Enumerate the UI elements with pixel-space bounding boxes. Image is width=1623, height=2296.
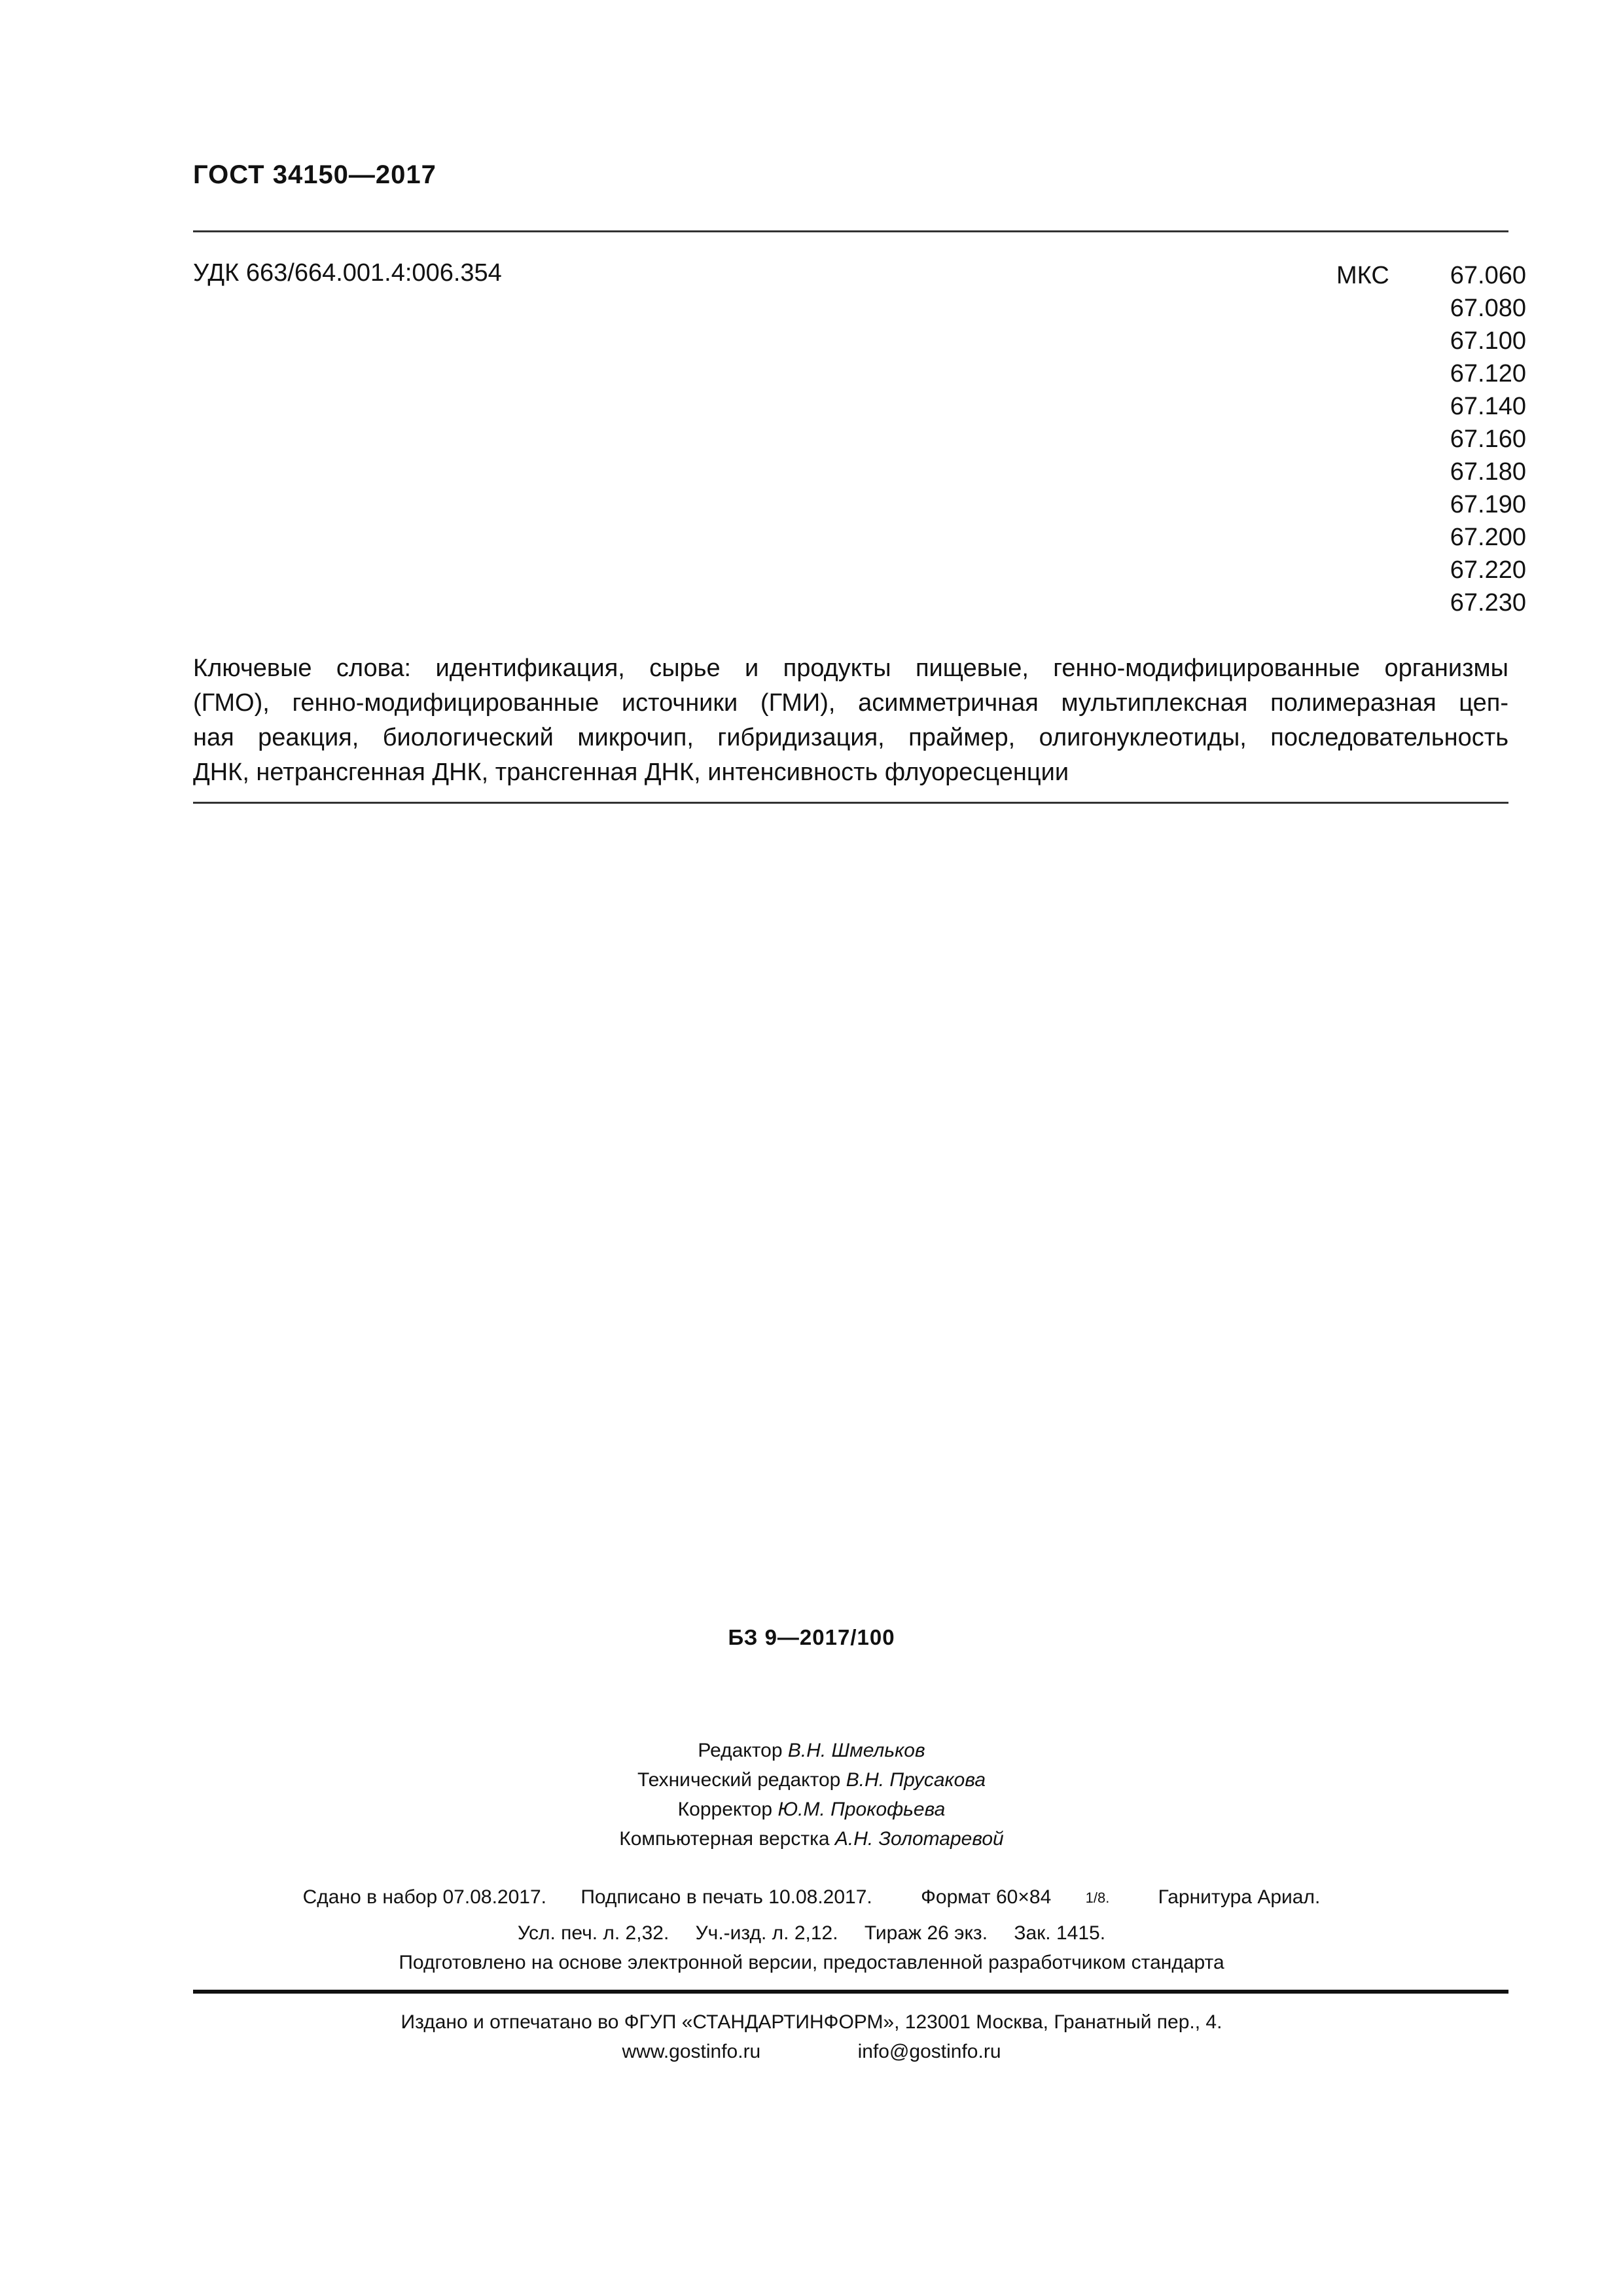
mks-code: 67.180 — [1450, 458, 1526, 486]
udc-code: УДК 663/664.001.4:006.354 — [193, 259, 502, 287]
mks-code: 67.220 — [1450, 556, 1526, 584]
publisher-line: Издано и отпечатано во ФГУП «СТАНДАРТИНФОРМ», 123001 Москва, Гранатный пер., 4. — [401, 2011, 1222, 2033]
imprint-prepared: Подготовлено на основе электронной версии, предоставленной разработчиком стандарта — [399, 1952, 1224, 1973]
keywords-line: ДНК, нетрансгенная ДНК, трансгенная ДНК, интенсивность флуоресценции — [193, 759, 1069, 786]
imprint-format: Формат 60×84 1/8. — [921, 1886, 1110, 1908]
imprint-pub-sheets: Уч.-изд. л. 2,12. — [695, 1922, 838, 1944]
mks-code: 67.160 — [1450, 425, 1526, 453]
mks-code: 67.190 — [1450, 491, 1526, 518]
credit-role: Редактор — [698, 1740, 783, 1761]
bz-number: БЗ 9—2017/100 — [728, 1625, 895, 1649]
publisher-website-link[interactable]: www.gostinfo.ru — [622, 2041, 761, 2062]
mks-code: 67.120 — [1450, 360, 1526, 387]
keywords-line: (ГМО), генно-модифицированные источники (ГМИ), асимметричная мультиплексная полимеразная цеп- — [193, 689, 1508, 717]
keywords-divider — [193, 802, 1508, 804]
imprint-print-sheets: Усл. печ. л. 2,32. — [517, 1922, 669, 1944]
publisher-contacts — [0, 2041, 1623, 2063]
credit-tech-editor — [0, 1765, 1623, 1795]
credit-role: Корректор — [677, 1799, 773, 1820]
credit-corrector — [0, 1795, 1623, 1824]
document-code: ГОСТ 34150—2017 — [193, 160, 437, 189]
credit-editor — [0, 1736, 1623, 1765]
mks-code: 67.060 — [1450, 262, 1526, 289]
mks-code-list — [1415, 259, 1526, 619]
credits-block — [0, 1736, 1623, 1854]
imprint-signed: Подписано в печать 10.08.2017. — [580, 1886, 872, 1908]
imprint-typeset: Сдано в набор 07.08.2017. — [302, 1886, 546, 1908]
credit-role: Технический редактор — [637, 1769, 841, 1791]
mks-code: 67.200 — [1450, 524, 1526, 551]
credit-layout — [0, 1824, 1623, 1854]
keywords-paragraph — [193, 651, 1508, 790]
imprint-run: Тираж 26 экз. — [864, 1922, 988, 1944]
keywords-line: Ключевые слова: идентификация, сырье и продукты пищевые, генно-модифицированные организмы — [193, 655, 1508, 682]
imprint-typeface: Гарнитура Ариал. — [1158, 1886, 1321, 1908]
format-fraction: 1/8. — [1085, 1890, 1110, 1907]
credit-role: Компьютерная верстка — [619, 1828, 830, 1850]
credit-name: А.Н. Золотаревой — [834, 1828, 1004, 1850]
keywords-line: ная реакция, биологический микрочип, гибридизация, праймер, олигонуклеотиды, последовательность — [193, 724, 1508, 751]
publisher-email-link[interactable]: info@gostinfo.ru — [857, 2041, 1001, 2062]
mks-label: МКС — [1336, 262, 1389, 289]
credit-name: Ю.М. Прокофьева — [777, 1799, 946, 1820]
mks-code: 67.230 — [1450, 589, 1526, 617]
credit-name: В.Н. Прусакова — [846, 1769, 986, 1791]
imprint-line-2 — [0, 1922, 1623, 1945]
imprint-order: Зак. 1415. — [1014, 1922, 1106, 1944]
mks-code: 67.100 — [1450, 327, 1526, 355]
credit-name: В.Н. Шмельков — [787, 1740, 925, 1761]
footer-divider — [193, 1990, 1508, 1994]
mks-code: 67.080 — [1450, 295, 1526, 322]
imprint-line-1 — [0, 1886, 1623, 1909]
header-divider — [193, 230, 1508, 232]
mks-code: 67.140 — [1450, 393, 1526, 420]
